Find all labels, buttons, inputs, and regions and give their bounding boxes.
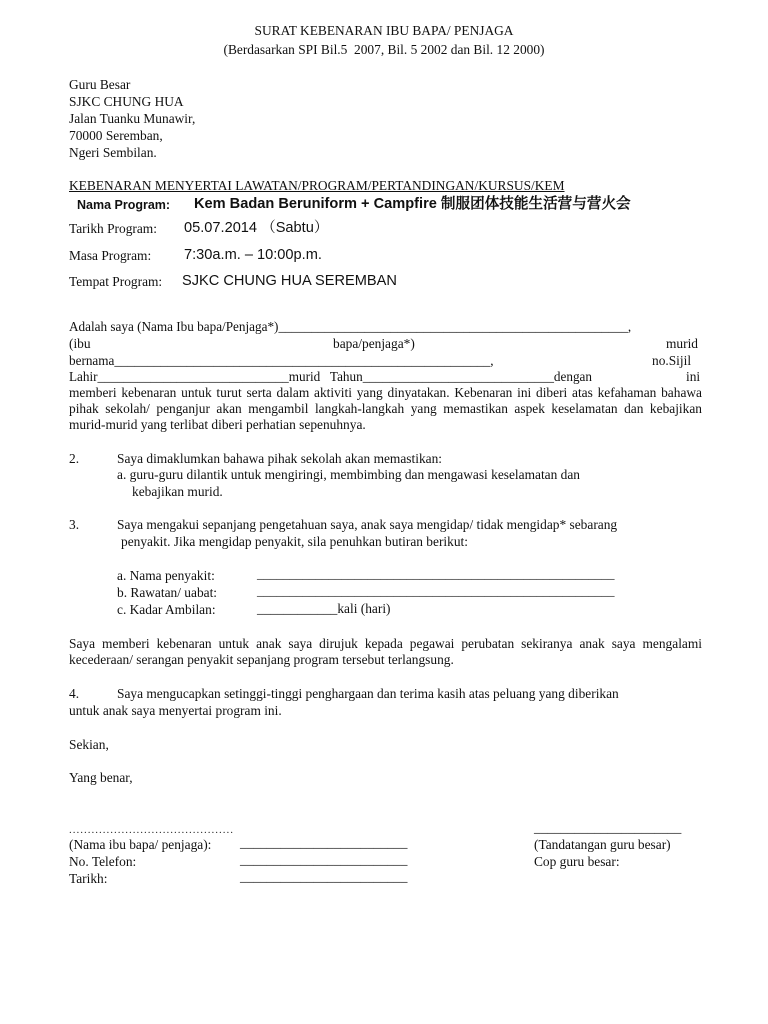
closing-sekian: Sekian, (69, 737, 109, 752)
headmaster-signature-label: (Tandatangan guru besar) (534, 837, 671, 852)
treatment-label: b. Rawatan/ uabat: (117, 585, 218, 600)
program-date-value: 05.07.2014 （Sabtu） (184, 220, 329, 236)
program-name-label: Nama Program: (77, 198, 171, 212)
letter-title: SURAT KEBENARAN IBU BAPA/ PENJAGA (254, 23, 514, 38)
program-place-value: SJKC CHUNG HUA SEREMBAN (182, 273, 397, 289)
birth-cert-year-line-end: ini (686, 369, 701, 384)
program-time-label: Masa Program: (69, 248, 152, 263)
phone-label: No. Telefon: (69, 854, 137, 869)
item-4-line2: untuk anak saya menyertai program ini. (69, 703, 282, 718)
relation-line-start: (ibu (69, 336, 91, 351)
address-line: Jalan Tuanku Munawir, (69, 111, 196, 126)
address-line: SJKC CHUNG HUA (69, 94, 184, 109)
dose-input-line[interactable]: ____________kali (hari) (257, 601, 391, 616)
parent-signature-dots[interactable]: ............................................ (69, 824, 234, 836)
item-2a-line2: kebajikan murid. (132, 484, 223, 499)
program-time-value: 7:30a.m. – 10:00p.m. (184, 247, 322, 263)
address-line: Guru Besar (69, 77, 131, 92)
item-2-text: Saya dimaklumkan bahawa pihak sekolah akan memastikan: (117, 451, 442, 466)
parent-name-line: Adalah saya (Nama Ibu bapa/Penjaga*)_____________________________________________________, (69, 319, 632, 334)
item-2a-line1: a. guru-guru dilantik untuk mengiringi, membimbing dan mengawasi keselamatan dan (117, 467, 580, 482)
phone-input-line[interactable]: _________________________ (240, 852, 408, 867)
closing-yang-benar: Yang benar, (69, 770, 133, 785)
parent-name-label: (Nama ibu bapa/ penjaga): (69, 837, 212, 852)
item-3-line2: penyakit. Jika mengidap penyakit, sila penuhkan butiran berikut: (121, 534, 468, 549)
program-date-label: Tarikh Program: (69, 221, 157, 236)
letter-subtitle: (Berdasarkan SPI Bil.5 2007, Bil. 5 2002 dan Bil. 12 2000) (223, 42, 545, 57)
headmaster-stamp-label: Cop guru besar: (534, 854, 620, 869)
medical-referral-paragraph: Saya memberi kebenaran untuk anak saya dirujuk kepada pegawai perubatan sekiranya anak saya mengalami kecederaan/ serangan penyakit sepanjang program tersebut terlangsung. (69, 636, 702, 667)
parent-name-input-line[interactable]: _________________________ (240, 835, 408, 850)
program-name-value: Kem Badan Beruniform + Campfire 制服团体技能生活营与营火会 (194, 196, 631, 212)
date-label: Tarikh: (69, 871, 108, 886)
birth-cert-label: no.Sijil (652, 353, 692, 368)
student-name-line: bernama_________________________________________________________, (69, 353, 494, 368)
permission-heading: KEBENARAN MENYERTAI LAWATAN/PROGRAM/PERTANDINGAN/KURSUS/KEM (69, 178, 565, 193)
dose-label: c. Kadar Ambilan: (117, 602, 216, 617)
permission-paragraph: memberi kebenaran untuk turut serta dalam aktiviti yang dinyatakan. Kebenaran ini diberi atas kefahaman bahawa pihak sekolah/ penganjur akan mengambil langkah-langkah yang memastikan aspek keselamatan dan kebajikan murid-murid yang terlibat diberi perhatian sepenuhnya. (69, 385, 702, 432)
address-line: 70000 Seremban, (69, 128, 163, 143)
headmaster-signature-line[interactable]: ______________________ (534, 820, 682, 835)
disease-label: a. Nama penyakit: (117, 568, 215, 583)
disease-input-line[interactable]: _______________________________________________________ (257, 566, 615, 581)
item-2-number: 2. (69, 451, 80, 466)
date-input-line[interactable]: _________________________ (240, 869, 408, 884)
item-3-line1: Saya mengakui sepanjang pengetahuan saya, anak saya mengidap/ tidak mengidap* sebarang (117, 517, 618, 532)
item-4-line1: Saya mengucapkan setinggi-tinggi penghargaan dan terima kasih atas peluang yang diberikan (117, 686, 619, 701)
program-place-label: Tempat Program: (69, 274, 163, 289)
treatment-input-line[interactable]: _______________________________________________________ (257, 583, 615, 598)
address-line: Ngeri Sembilan. (69, 145, 157, 160)
item-3-number: 3. (69, 517, 80, 532)
relation-line-middle: bapa/penjaga*) (333, 336, 415, 351)
relation-line-end: murid (666, 336, 698, 351)
birth-cert-year-line: Lahir_____________________________murid Tahun_____________________________dengan (69, 369, 592, 384)
item-4-number: 4. (69, 686, 80, 701)
